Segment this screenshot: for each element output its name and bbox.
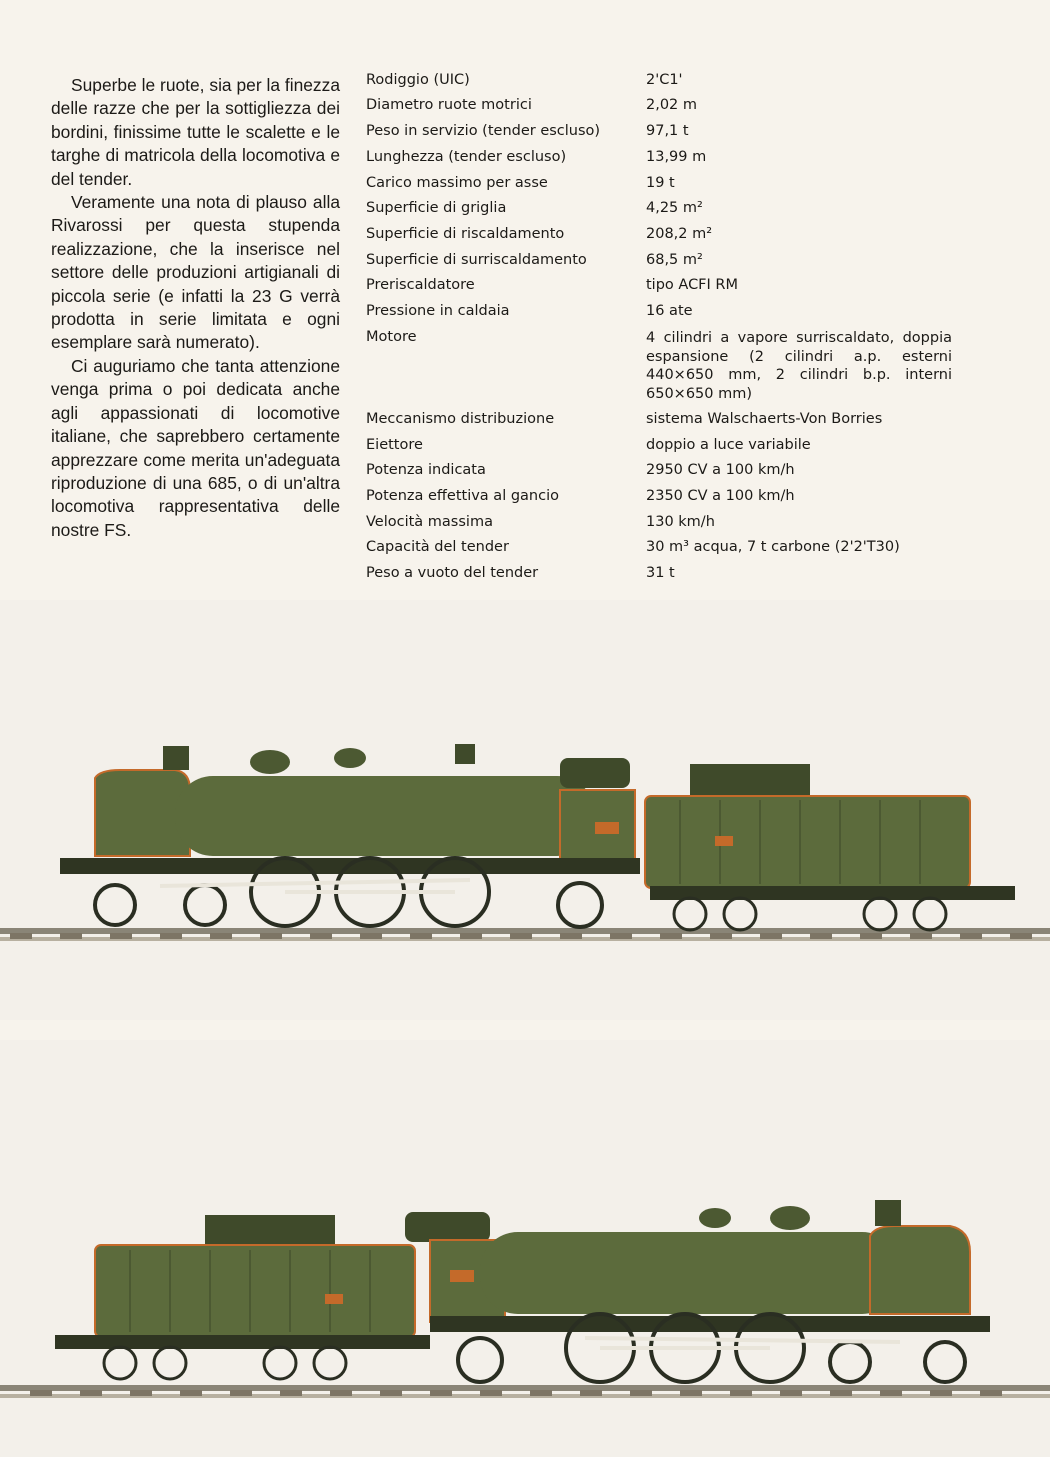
spec-value: 4,25 m² [646,200,703,216]
spec-value: tipo ACFI RM [646,277,738,293]
spec-value: 208,2 m² [646,226,713,242]
article-paragraph: Veramente una nota di plauso alla Rivarossi per questa stupenda realizzazione, che la inserisce nel settore delle produzioni artigianali di piccola serie (e infatti la 23 G verrà prodotta in serie limitata e ogni esemplare sarà numerato). [51,192,340,353]
spec-value: 2,02 m [646,97,698,113]
locomotive-illustration [0,600,1050,1020]
article-paragraph: Superbe le ruote, sia per la finezza delle razze che per la sottigliezza dei bordini, finissime tutte le scalette e le targhe di matricola della locomotiva e del tender. [51,75,340,189]
spec-label: Lunghezza (tender escluso) [366,149,567,165]
spec-label: Carico massimo per asse [366,175,548,191]
article-paragraph: Ci auguriamo che tanta attenzione venga prima o poi dedicata anche agli appassionati di locomotive italiane, che saprebbero certamente apprezzare come merita un'adeguata riproduzione di una 685, o di un'altra locomotiva rappresentativa delle nostre FS. [51,355,340,540]
spec-label: Diametro ruote motrici [366,97,532,113]
spec-value: 13,99 m [646,149,707,165]
spec-value: 30 m³ acqua, 7 t carbone (2'2'T30) [646,539,900,555]
spec-value: 16 ate [646,303,693,319]
spec-value: 31 t [646,565,675,581]
spec-label: Eiettore [366,437,423,453]
spec-label: Rodiggio (UIC) [366,72,470,88]
spec-label: Peso in servizio (tender escluso) [366,123,601,139]
spec-label: Motore [366,329,417,345]
article-text [51,74,340,542]
spec-label: Superficie di riscaldamento [366,226,565,242]
locomotive-illustration [0,1040,1050,1457]
locomotive-photo-bottom [0,1040,1050,1457]
spec-value: doppio a luce variabile [646,437,811,453]
spec-value: 2950 CV a 100 km/h [646,462,795,478]
spec-value: 2350 CV a 100 km/h [646,488,795,504]
spec-value: 19 t [646,175,675,191]
spec-label: Peso a vuoto del tender [366,565,539,581]
spec-value: 130 km/h [646,514,715,530]
spec-value: sistema Walschaerts-Von Borries [646,411,883,427]
spec-label: Potenza indicata [366,462,486,478]
spec-label: Pressione in caldaia [366,303,510,319]
spec-value: 4 cilindri a vapore surriscaldato, doppia espansione (2 cilindri a.p. esterni 440×650 mm, 2 cilindri b.p. interni 650×650 mm) [646,330,952,402]
spec-value: 97,1 t [646,123,689,139]
spec-label: Capacità del tender [366,539,509,555]
spec-label: Superficie di surriscaldamento [366,252,587,268]
spec-label: Potenza effettiva al gancio [366,488,559,504]
spec-label: Superficie di griglia [366,200,507,216]
spec-label: Meccanismo distribuzione [366,411,555,427]
spec-label: Preriscaldatore [366,277,475,293]
spec-label: Velocità massima [366,514,493,530]
spec-value: 68,5 m² [646,252,703,268]
spec-value: 2'C1' [646,72,683,88]
locomotive-photo-top [0,600,1050,1020]
